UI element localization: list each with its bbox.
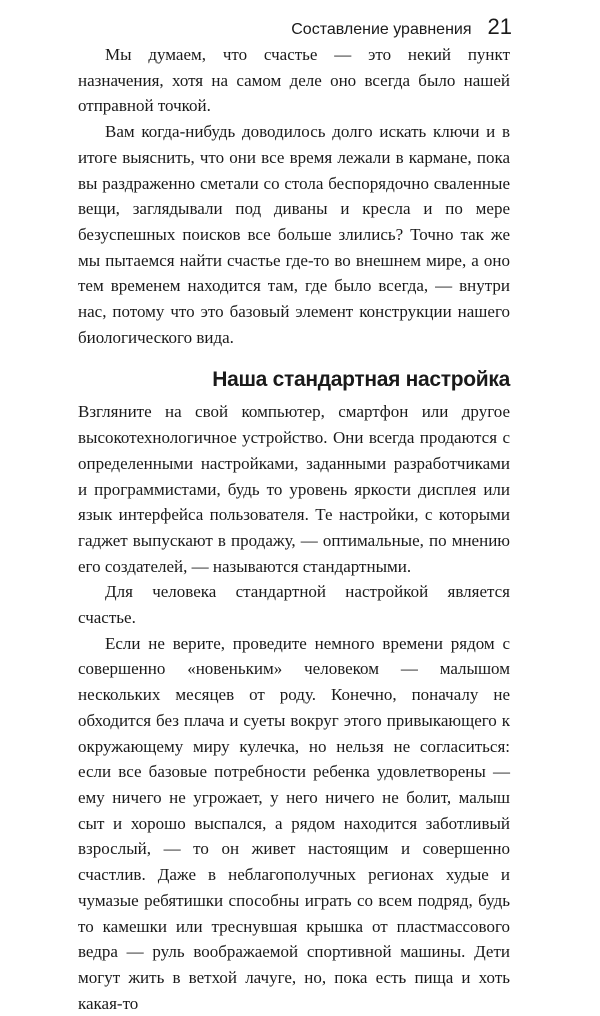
- section-heading: Наша стандартная настройка: [212, 368, 510, 392]
- paragraph: Вам когда-нибудь доводилось долго искать ключи и в итоге выяснить, что они все время лежали в кармане, пока вы раздраженно сметали со стола беспорядочно сваленные вещи, заглядывали под диваны и кресла и по мере безуспешных поисков все больше злились? Точно так же мы пытаемся найти счастье где-то во внешнем мире, а оно тем временем находится там, где было всегда, — внутри нас, потому что это базовый элемент конструкции нашего биологического вида.: [78, 122, 510, 347]
- body-text: [78, 42, 510, 1016]
- page-number: 21: [487, 14, 512, 39]
- paragraph: Для человека стандартной настройкой является счастье.: [78, 582, 510, 628]
- running-head: [291, 14, 512, 40]
- paragraph: Взгляните на свой компьютер, смартфон или другое высокотехнологичное устройство. Они всегда продаются с определенными настройками, заданными разработчиками и программистами, будь то уровень яркости дисплея или язык интерфейса пользователя. Те настройки, с которыми гаджет выпускают в продажу, — оптимальные, по мнению его создателей, — называются стандартными.: [78, 402, 510, 576]
- paragraph: Мы думаем, что счастье — это некий пункт назначения, хотя на самом деле оно всегда было нашей отправной точкой.: [78, 45, 510, 116]
- paragraph: Если не верите, проведите немного времени рядом с совершенно «новеньким» человеком — малышом нескольких месяцев от роду. Конечно, поначалу не обходится без плача и суеты вокруг этого привыкающего к окружающему миру кулечка, но нельзя не согласиться: если все базовые потребности ребенка удовлетворены — ему ничего не угрожает, у него ничего не болит, малыш сыт и хорошо выспался, а рядом находится заботливый взрослый, — то он живет настоящим и совершенно счастлив. Даже в неблагополучных регионах худые и чумазые ребятишки способны играть со всем подряд, будь то камешки или треснувшая крышка от пластмассового ведра — руль воображаемой спортивной машины. Дети могут жить в ветхой лачуге, но, пока есть пища и хоть какая-то: [78, 633, 510, 1013]
- running-title: Составление уравнения: [291, 21, 472, 38]
